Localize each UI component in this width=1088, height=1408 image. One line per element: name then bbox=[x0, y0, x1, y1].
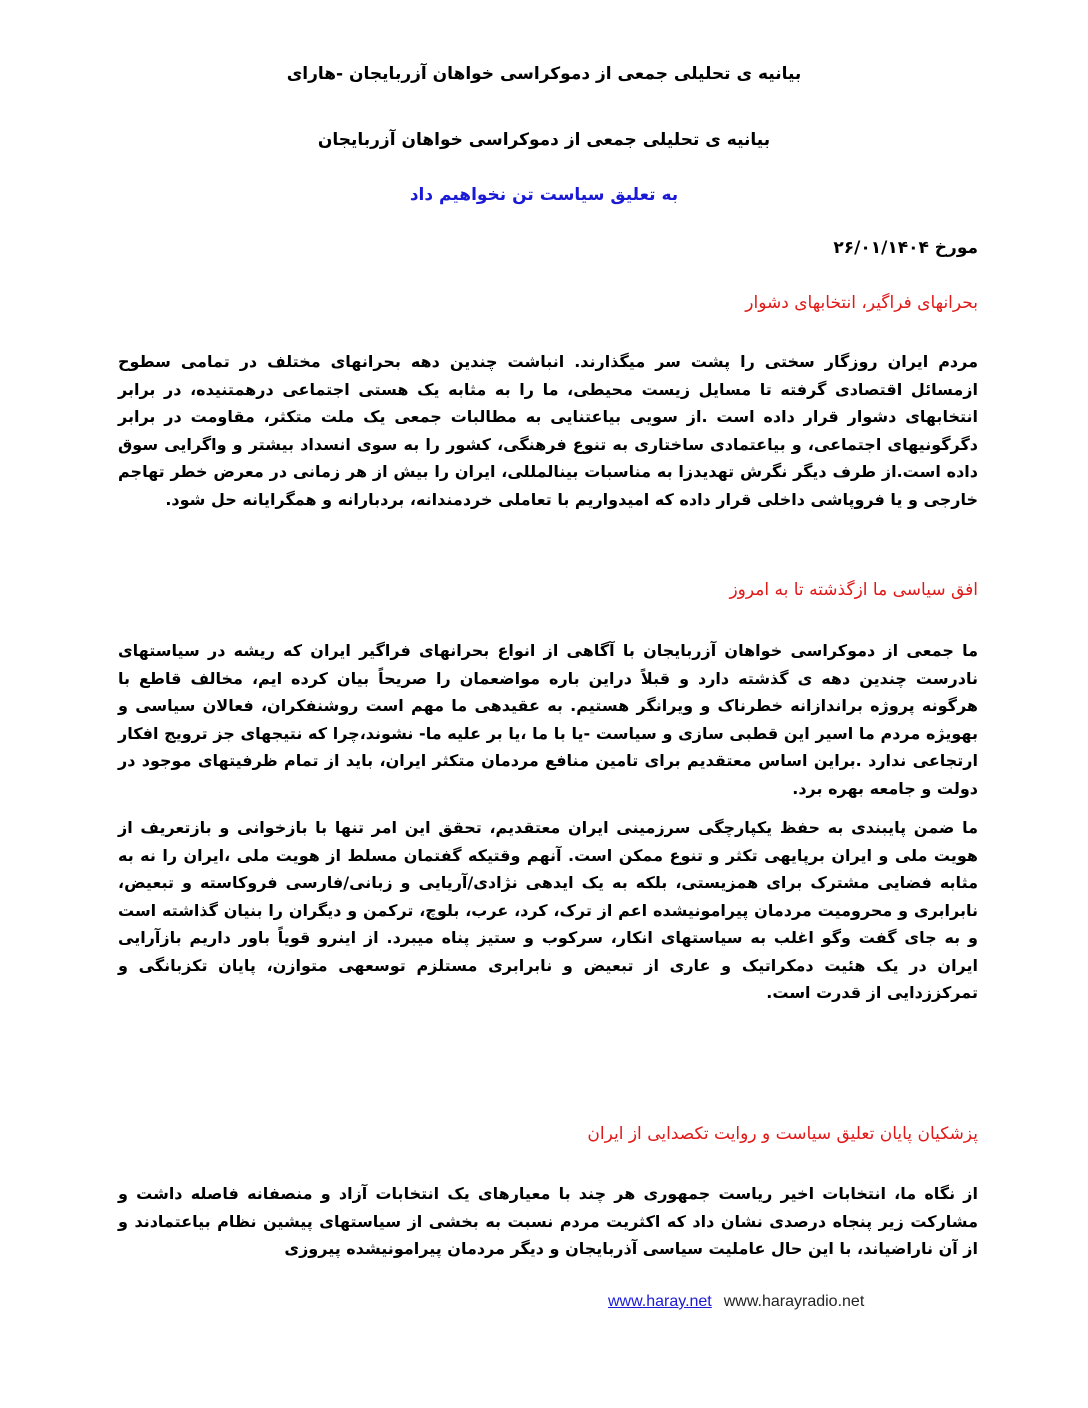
section-heading-political-horizon: افق سیاسی ما ازگذشته تا به امروز bbox=[729, 580, 978, 600]
statement-subtitle: به تعلیق سیاست تن نخواهیم داد bbox=[409, 185, 679, 205]
document-top-title: بیانیه ی تحلیلی جمعی از دموکراسی خواهان آزربایجان -هارای bbox=[286, 64, 802, 84]
paragraph-political-horizon-2: ما ضمن پایبندی به حفظ یکپارچگی سرزمینی ایران معتقدیم، تحقق این امر تنها با بازخوانی و بازتعریف از هویت ملی و ایران برپایهی تکثر و تنوع ممکن است. آنهم وقتیکه گفتمان مسلط از هویت ملی ،ایران را نه به مثابه فضایی مشترک برای همزیستی، بلکه به یک ایدهی نژادی/آریایی و زبانی/فارسی فروکاسته و تبعیض، نابرابری و محرومیت مردمان پیرامونیشده اعم از ترک، کرد، عرب، بلوچ، ترکمن و دیگران را بنیان گذاشته است و به جای گفت وگو اغلب به سیاستهای انکار، سرکوب و ستیز پناه میبرد. از اینرو قویاً باور داریم بازآرایی ایران در یک هئیت دمکراتیک و عاری از تبعیض و نابرابری مستلزم توسعهی متوازن، پایان تکزبانگی و تمرکززدایی از قدرت است. bbox=[118, 818, 978, 1002]
statement-title: بیانیه ی تحلیلی جمعی از دموکراسی خواهان آزربایجان bbox=[317, 130, 771, 150]
paragraph-political-horizon-1: ما جمعی از دموکراسی خواهان آزربایجان با آگاهی از انواع بحرانهای فراگیر ایران که ریشه در سیاستهای نادرست چندین دهه ی گذشته دارد و قبلاً دراین باره مواضعمان را صریحاً بیان کرده ایم، مخالف قاطع با هرگونه پروژه براندازانه خطرناک و ویرانگر هستیم. به عقیدهی ما مهم است روشنفکران، فعالان سیاسی و بهویژه مردم ما اسیر این قطبی سازی و سیاست -یا با ما ،یا بر علیه ما- نشوند،چرا که نتیجهای جز ترویج افکار ارتجاعی ندارد .براین اساس معتقدیم برای تامین منافع مردمان متکثر ایران، باید از تمام ظرفیتهای موجود در دولت و جامعه بهره برد. bbox=[118, 641, 978, 798]
footer-link-haray[interactable]: www.haray.net bbox=[608, 1293, 712, 1310]
footer-link-harayradio[interactable]: www.harayradio.net bbox=[723, 1293, 865, 1310]
page-footer bbox=[608, 1293, 864, 1311]
section-heading-crises: بحرانهای فراگیر، انتخابهای دشوار bbox=[745, 293, 978, 313]
section-heading-pezeshkian: پزشکیان پایان تعلیق سیاست و روایت تکصدایی از ایران bbox=[587, 1124, 978, 1144]
paragraph-crises: مردم ایران روزگار سختی را پشت سر میگذارند. انباشت چندین دهه بحرانهای مختلف در تمامی سطوح ازمسائل اقتصادی گرفته تا مسایل زیست محیطی، ما را به مثابه یک هستی اجتماعی درهمتنیده، در برابر انتخابهای دشوار قرار داده است .از سویی بیاعتنایی به مطالبات جمعی یک ملت متکثر، مقاومت در برابر دگرگونیهای اجتماعی، و بیاعتمادی ساختاری به تنوع فرهنگی، کشور را به سوی انسداد بیشتر و واگرایی سوق داده است.از طرف دیگر نگرش تهدیدزا به مناسبات بینالمللی، ایران را بیش از هر زمانی در معرض خطر تهاجم خارجی و یا فروپاشی داخلی قرار داده که امیدواریم با تعاملی خردمندانه، بردبارانه و همگرایانه حل شود. bbox=[118, 352, 978, 509]
statement-date: مورخ ۲۶/۰۱/۱۴۰۴ bbox=[833, 238, 978, 258]
paragraph-pezeshkian: از نگاه ما، انتخابات اخیر ریاست جمهوری هر چند با معیارهای یک انتخابات آزاد و منصفانه فاصله داشت و مشارکت زیر پنجاه درصدی نشان داد که اکثریت مردم نسبت به بخشی از سیاستهای پیشین نظام بیاعتمادند و از آن ناراضیاند، با این حال عاملیت سیاسی آذربایجان و دیگر مردمان پیرامونیشده پیروزی bbox=[118, 1184, 978, 1258]
